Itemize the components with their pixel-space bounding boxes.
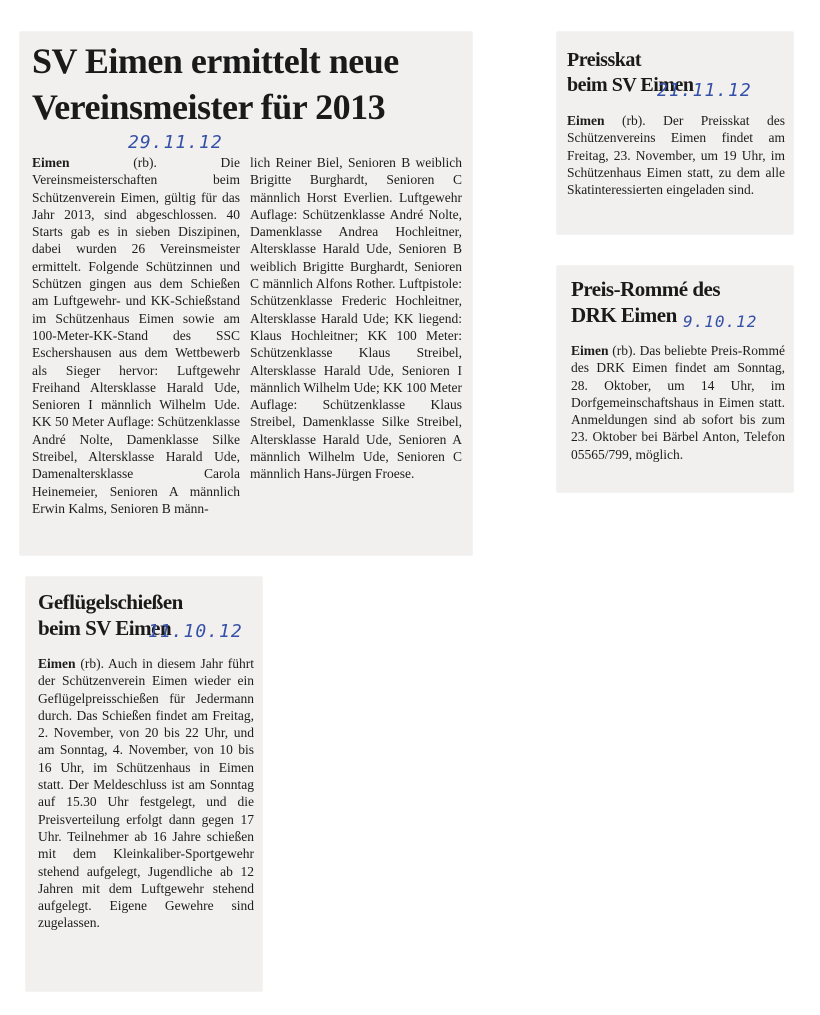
- article-skat-headline-line-2: beim SV Eimen: [567, 74, 694, 96]
- article-skat-text: [567, 112, 785, 198]
- article-main-clipping: [20, 32, 472, 555]
- article-romme-text: [571, 342, 785, 463]
- article-skat-clipping: [557, 32, 793, 234]
- article-romme-lead: Eimen: [571, 343, 609, 358]
- article-romme-headline-line-1: Preis-Rommé des: [571, 277, 720, 301]
- article-main-column-1: [32, 154, 240, 517]
- article-main-body-1: (rb). Die Vereinsmeisterschaften beim Schützenverein Eimen, gültig für das Jahr 2013, sind abgeschlossen. 40 Starts gab es in sieben Diszipinen, dabei wurden 26 Vereinsmeister ermittelt. Folgende Schützinnen und Schützen gingen aus dem Schießen am Luftgewehr- und KK-Schießstand im Schützenhaus Eimen sowie am 100-Meter-KK-Stand des SSC Eschershausen aus dem Wettbewerb als Sieger hervor: Luftgewehr Freihand Altersklasse Harald Ude, Senioren I männlich Wilhelm Ude. KK 50 Meter Auflage: Schützenklasse André Nolte, Damenklasse Silke Streibel, Altersklasse Harald Ude, Damenaltersklasse Carola Heinemeier, Senioren A männlich Erwin Kalms, Senioren B männ-: [32, 155, 240, 516]
- article-gefluegel-headline-line-1: Geflügelschießen: [38, 590, 183, 614]
- article-gefluegel-date: 11.10.12: [148, 621, 243, 642]
- article-gefluegel-lead: Eimen: [38, 656, 76, 671]
- article-gefluegel-body: (rb). Auch in diesem Jahr führt der Schützenverein Eimen wieder ein Geflügelpreisschießen für Jedermann durch. Das Schießen findet am Freitag, 2. November, von 20 bis 22 Uhr, und am Sonntag, 4. November, von 10 bis 16 Uhr, im Schützenhaus in Eimen statt. Der Meldeschluss ist am Sonntag auf 15.30 Uhr festgelegt, und die Preisverteilung erfolgt dann gegen 17 Uhr. Teilnehmer ab 16 Jahre schießen mit dem Kleinkaliber-Sportgewehr stehend aufgelegt, Jugendliche ab 12 Jahren mit dem Luftgewehr stehend aufgelegt. Eigene Gewehre sind zugelassen.: [38, 656, 255, 931]
- article-gefluegel-clipping: [26, 577, 262, 991]
- article-main-headline: SV Eimen ermittelt neue Vereinsmeister für 2013: [32, 41, 399, 127]
- article-romme-headline-line-2: DRK Eimen: [571, 303, 677, 327]
- article-romme-clipping: [557, 266, 793, 492]
- article-romme-body: (rb). Das beliebte Preis-Rommé des DRK Eimen findet am Sonntag, 28. Oktober, um 14 Uhr, im Dorfgemeinschaftshaus in Eimen statt. Anmeldungen sind ab sofort bis zum 23. Oktober bei Bärbel Anton, Telefon 05565/799, möglich.: [571, 343, 786, 462]
- article-gefluegel-text: [38, 655, 254, 932]
- article-skat-lead: Eimen: [567, 113, 605, 128]
- article-main-lead: Eimen: [32, 155, 70, 170]
- article-skat-headline-line-1: Preisskat: [567, 49, 642, 71]
- article-skat-date: 21.11.12: [657, 80, 752, 101]
- article-main-body-2: lich Reiner Biel, Senioren B weiblich Brigitte Burghardt, Senioren C männlich Horst Everlien. Luftgewehr Auflage: Schützenklasse André Nolte, Damenklasse Andrea Hochleitner, Altersklasse Harald Ude, Senioren B weiblich Brigitte Burghardt, Senioren C männlich Alfons Rother. Luftpistole: Schützenklasse Frederic Hochleitner, Altersklasse Harald Ude; KK liegend: Klaus Hochleitner; KK 100 Meter: Schützenklasse Klaus Streibel, Altersklasse Harald Ude, Senioren I männlich Wilhelm Ude; KK 100 Meter Auflage: Schützenklasse Klaus Streibel, Damenklasse Silke Streibel, Altersklasse Harald Ude, Senioren A männlich Wilhelm Ude, Senioren C männlich Hans-Jürgen Froese.: [250, 155, 462, 482]
- article-main-columns: [32, 154, 464, 517]
- article-main-date: 29.11.12: [128, 132, 223, 153]
- article-main-column-2: [250, 154, 462, 517]
- article-gefluegel-headline-line-2: beim SV Eimen: [38, 616, 172, 640]
- article-skat-body: (rb). Der Preisskat des Schützenvereins Eimen findet am Freitag, 23. November, um 19 Uhr, im Schützenhaus Eimen statt, zu dem alle Skatinteressierten eingeladen sind.: [567, 113, 786, 198]
- article-romme-date: 9.10.12: [683, 312, 758, 331]
